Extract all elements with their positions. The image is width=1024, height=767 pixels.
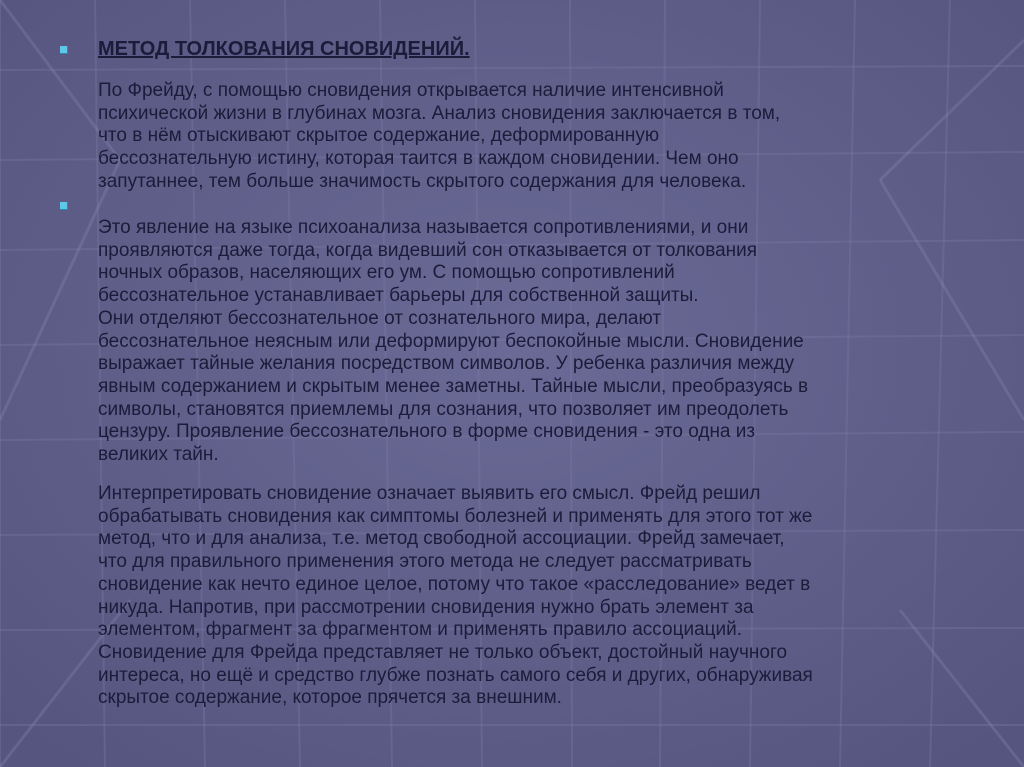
paragraph-3: Интерпретировать сновидение означает выявить его смысл. Фрейд решил обрабатывать сновидения как симптомы болезней и применять для этого тот же метод, что и для анализа, т.е. метод свободной ассоциации. Фрейд замечает, что для правильного применения этого метода не следует рассматривать сновидение как нечто единое целое, потому что такое «расследование» ведет в никуда. Напротив, при рассмотрении сновидения нужно брать элемент за элементом, фрагмент за фрагментом и применять правило ассоциаций. Сновидение для Фрейда представляет не только объект, достойный научного интереса, но ещё и средство глубже познать самого себя и других, обнаруживая скрытое содержание, которое прячется за внешним.	[98, 483, 813, 709]
paragraph-1: По Фрейду, с помощью сновидения открывается наличие интенсивной психической жизни в глубинах мозга. Анализ сновидения заключается в том, что в нём отыскивают скрытое содержание, деформированную бессознательную истину, которая таится в каждом сновидении. Чем оно запутаннее, тем больше значимость скрытого содержания для человека.	[98, 80, 781, 192]
paragraph-2: Это явление на языке психоанализа называется сопротивлениями, и они проявляются даже тогда, когда видевший сон отказывается от толкования ночных образов, населяющих его ум. С помощью сопротивлений бессознательное устанавливает барьеры для собственной защиты. Они отделяют бессознательное от сознательного мира, делают бессознательное неясным или деформируют беспокойные мысли. Сновидение выражает тайные желания посредством символов. У ребенка различия между явным содержанием и скрытым менее заметны. Тайные мысли, преобразуясь в символы, становятся приемлемы для сознания, что позволяет им преодолеть цензуру. Проявление бессознательного в форме сновидения - это одна из великих тайн.	[98, 217, 809, 466]
slide-heading: МЕТОД ТОЛКОВАНИЯ СНОВИДЕНИЙ.	[98, 38, 470, 60]
square-bullet-icon	[60, 202, 68, 210]
square-bullet-icon	[60, 46, 68, 54]
